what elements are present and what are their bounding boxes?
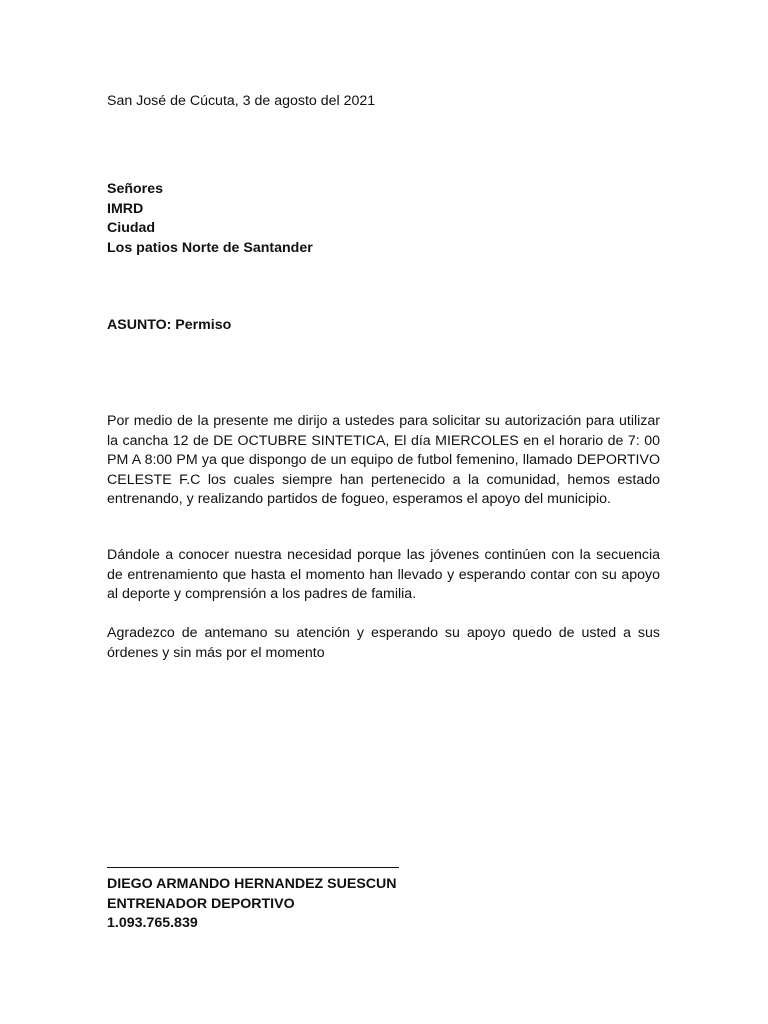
- signatory-id-number: 1.093.765.839: [107, 915, 198, 931]
- body-paragraph-3: Agradezco de antemano su atención y esperando su apoyo quedo de usted a sus órdenes y sin más por el momento: [107, 625, 660, 661]
- recipient-salutation: Señores: [107, 181, 163, 197]
- signature-line: [107, 855, 399, 868]
- signatory-name: DIEGO ARMANDO HERNANDEZ SUESCUN: [107, 876, 397, 892]
- recipient-location: Los patios Norte de Santander: [107, 239, 313, 256]
- signature-block: [107, 875, 660, 934]
- body-paragraph-2: Dándole a conocer nuestra necesidad porque las jóvenes continúen con la secuencia de entrenamiento que hasta el momento han llevado y esperando contar con su apoyo al deporte y comprensión a los padres de familia.: [107, 547, 660, 602]
- body-paragraph-1: Por medio de la presente me dirijo a ustedes para solicitar su autorización para utilizar la cancha 12 de DE OCTUBRE SINTETICA, El día MIERCOLES en el horario de 7: 00 PM A 8:00 PM ya que dispongo de un equipo de futbol femenino, llamado DEPORTIVO CELESTE F.C los cuales siempre han pertenecido a la comunidad, hemos estado entrenando, y realizando partidos de fogueo, esperamos el apoyo del municipio.: [107, 413, 660, 507]
- subject-line: ASUNTO: Permiso: [107, 317, 232, 333]
- recipient-city: Ciudad: [107, 220, 156, 236]
- signatory-title: ENTRENADOR DEPORTIVO: [107, 895, 295, 912]
- recipient-organization: IMRD: [107, 200, 144, 217]
- date-line: San José de Cúcuta, 3 de agosto del 2021: [107, 93, 376, 109]
- recipient-block: [107, 180, 660, 258]
